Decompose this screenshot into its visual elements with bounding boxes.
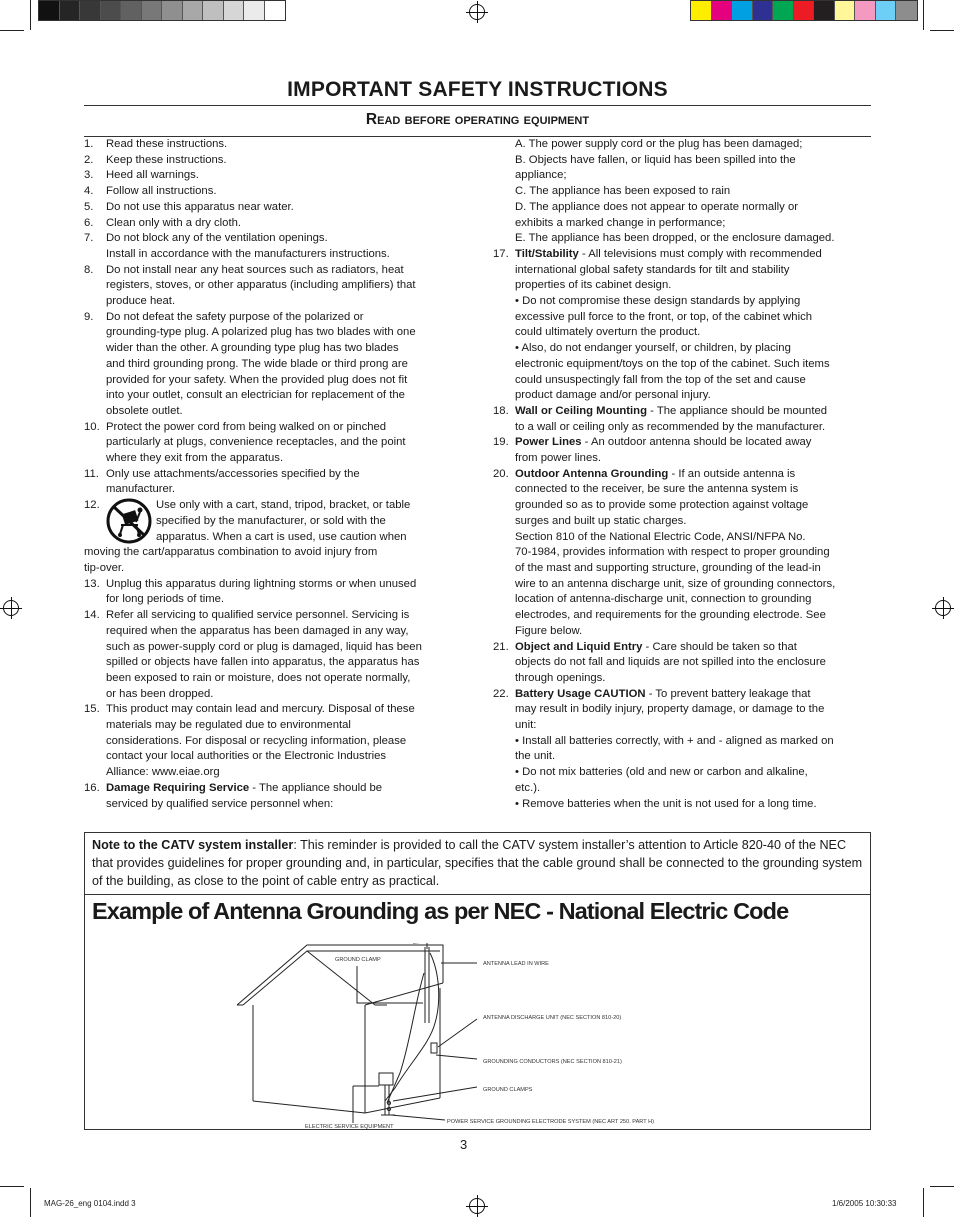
color-swatch — [814, 1, 835, 20]
item-text-line: manufacturer. — [106, 483, 176, 496]
item-text-line: unit: — [515, 719, 537, 732]
color-swatch — [835, 1, 856, 20]
item-text-line: Do not use this apparatus near water. — [106, 200, 294, 213]
item-text-line: Section 810 of the National Electric Code, ANSI/NFPA No. — [515, 530, 806, 543]
item-text-line: etc.). — [515, 781, 541, 794]
item-heading: Object and Liquid Entry — [515, 640, 643, 653]
item-text-line: required when the apparatus has been damaged in any way, — [106, 624, 409, 637]
item-text-line: for long periods of time. — [106, 593, 225, 606]
color-swatch — [855, 1, 876, 20]
instruction-item: 19. Power Lines - An outdoor antenna should be located away from power lines. — [493, 435, 871, 466]
item-number: 20. — [493, 467, 509, 480]
instruction-item: 22. Battery Usage CAUTION - To prevent battery leakage that may result in bodily injury, property damage, or damage to the unit: • Install all batteries correctly, with + and - aligned as marked on the unit. • Do not mix batteries (old and new or carbon and alkaline, etc.). • Remove batteries when the unit is not used for a long time. — [493, 687, 871, 813]
item-text-line: through openings. — [515, 671, 606, 684]
instruction-item — [84, 467, 446, 498]
instructions-left-column — [84, 137, 446, 812]
instruction-item — [84, 137, 446, 153]
item-text-line: or has been dropped. — [106, 687, 214, 700]
label-ground-clamp: GROUND CLAMP — [335, 957, 381, 963]
item-number: 11. — [84, 467, 99, 480]
item-text-line: tip-over. — [84, 561, 125, 574]
color-swatch — [183, 1, 204, 20]
item-number: 9. — [84, 310, 94, 323]
color-swatch — [773, 1, 794, 20]
item-text-line: electronic equipment/toys on the top of the cabinet. Such items — [515, 357, 830, 370]
item-text-line: exhibits a marked change in performance; — [515, 216, 726, 229]
item-text-line: This product may contain lead and mercury. Disposal of these — [106, 703, 415, 716]
item-number: 22. — [493, 687, 509, 700]
item-number: 14. — [84, 609, 100, 622]
item-number: 5. — [84, 200, 94, 213]
item-text-line: could unsuspectingly fall from the top of the set and cause — [515, 373, 806, 386]
color-swatch — [753, 1, 774, 20]
instruction-item — [84, 184, 446, 200]
item-number: 7. — [84, 232, 94, 245]
instruction-item: 17. Tilt/Stability - All televisions must comply with recommended international global safety standards for tilt and stability properties of its cabinet design. • Do not compromise these design standards by applying excessive pull force to the front, or top, of the cabinet which could ultimately overturn the product. • Also, do not endanger yourself, or children, by placing electronic equipment/toys on the top of the cabinet. Such items could unsuspectingly fall from the top of the set and cause product damage and/or personal injury. — [493, 247, 871, 404]
page-number: 3 — [460, 1137, 468, 1152]
instruction-item — [84, 168, 446, 184]
catv-installer-note — [92, 836, 864, 890]
registration-mark-icon — [469, 4, 485, 20]
instruction-item — [84, 200, 446, 216]
item-text-line: wider than the other. A grounding type plug has two blades — [106, 342, 399, 355]
antenna-grounding-diagram — [235, 943, 705, 1129]
item-text-line: Alliance: www.eiae.org — [106, 766, 220, 779]
item-text-line: where they exit from the apparatus. — [106, 452, 284, 465]
color-swatch — [162, 1, 183, 20]
item-text-line: specified by the manufacturer, or sold with the — [156, 514, 386, 527]
item-text-line: E. The appliance has been dropped, or the enclosure damaged. — [515, 232, 835, 245]
item-text-line: grounding-type plug. A polarized plug has two blades with one — [106, 326, 416, 339]
item-text-line: product damage and/or personal injury. — [515, 389, 711, 402]
instruction-list — [84, 137, 446, 498]
registration-mark-icon — [469, 1198, 485, 1214]
instruction-item-12 — [84, 498, 446, 545]
footer-timestamp: 1/6/2005 10:30:33 — [832, 1199, 897, 1208]
item-text-line: B. Objects have fallen, or liquid has been spilled into the — [515, 153, 796, 166]
item-heading: Tilt/Stability — [515, 247, 579, 260]
label-electrode-system: POWER SERVICE GROUNDING ELECTRODE SYSTEM (NEC ART 250. PART H) — [447, 1119, 655, 1125]
item-number: 3. — [84, 169, 94, 182]
item-text-line: Refer all servicing to qualified service personnel. Servicing is — [106, 609, 410, 622]
item-text-line: appliance; — [515, 169, 567, 182]
item-text-line: grounded so as to provide some protection against voltage — [515, 499, 809, 512]
item-text-line: connected to the receiver, be sure the antenna system is — [515, 483, 799, 496]
item-text-line: Only use attachments/accessories specified by the — [106, 467, 360, 480]
color-swatch — [244, 1, 265, 20]
process-color-bar — [690, 0, 918, 21]
title-divider — [84, 105, 871, 106]
crop-mark — [923, 0, 924, 30]
item-number: 18. — [493, 404, 509, 417]
item-heading: Battery Usage CAUTION — [515, 687, 646, 700]
item-text-line: Keep these instructions. — [106, 153, 227, 166]
color-swatch — [203, 1, 224, 20]
item-number: 1. — [84, 138, 94, 150]
instruction-list — [84, 577, 446, 781]
item-text-line: wire to an antenna discharge unit, size of grounding connectors, — [515, 577, 836, 590]
label-ground-clamps: GROUND CLAMPS — [483, 1087, 533, 1093]
label-grounding-conductors: GROUNDING CONDUCTORS (NEC SECTION 810-21) — [483, 1059, 622, 1065]
crop-mark — [0, 30, 24, 31]
item-text-line: Protect the power cord from being walked on or pinched — [106, 420, 387, 433]
item-text-line: of the mast and supporting structure, grounding of the lead-in — [515, 561, 821, 574]
item-text-line: • Also, do not endanger yourself, or children, by placing — [515, 342, 791, 355]
color-swatch — [60, 1, 81, 20]
item-text-line: considerations. For disposal or recycling information, please — [106, 734, 407, 747]
antenna-grounding-panel — [84, 832, 871, 1130]
item-number: 19. — [493, 436, 509, 449]
item-text-line: international global safety standards for tilt and stability — [515, 263, 790, 276]
item-text-line: Do not block any of the ventilation openings. — [106, 232, 328, 245]
item-text-line: such as power-supply cord or plug is damaged, liquid has been — [106, 640, 422, 653]
color-swatch — [224, 1, 245, 20]
item-text-line: from power lines. — [515, 452, 602, 465]
item-text-line: materials may be regulated due to environmental — [106, 719, 351, 732]
color-swatch — [265, 1, 286, 20]
registration-mark-icon — [3, 600, 19, 616]
item-text-line: • Remove batteries when the unit is not used for a long time. — [515, 797, 817, 810]
item-text-line: could ultimately overturn the product. — [515, 326, 701, 339]
item-text-line: A. The power supply cord or the plug has been damaged; — [515, 138, 803, 150]
item-number: 12. — [84, 499, 100, 512]
item-text-line: Unplug this apparatus during lightning storms or when unused — [106, 577, 417, 590]
item-text-line: objects do not fall and liquids are not spilled into the enclosure — [515, 656, 826, 669]
footer-filename: MAG-26_eng 0104.indd 3 — [44, 1199, 136, 1208]
cart-tip-over-warning-icon — [106, 498, 152, 544]
item-number: 8. — [84, 263, 94, 276]
color-swatch — [712, 1, 733, 20]
item-text-line: • Install all batteries correctly, with + and - aligned as marked on — [515, 734, 834, 747]
item-text-line: electrodes, and requirements for the grounding electrode. See — [515, 609, 826, 622]
registration-mark-icon — [935, 600, 951, 616]
item-text-line: the unit. — [515, 750, 556, 763]
instruction-item: 18. Wall or Ceiling Mounting - The appliance should be mounted to a wall or ceiling only as recommended by the manufacturer. — [493, 404, 871, 435]
item-heading: Damage Requiring Service — [106, 781, 250, 794]
note-heading: Note to the CATV system installer — [92, 838, 294, 852]
instructions-right-column — [493, 137, 871, 812]
item-text-line: excessive pull force to the front, or top, of the cabinet which — [515, 310, 813, 323]
item-heading: Outdoor Antenna Grounding — [515, 467, 669, 480]
instruction-item: 20. Outdoor Antenna Grounding - If an outside antenna is connected to the receiver, be sure the antenna system is grounded so as to provide some protection against voltage surges and built up static charges. Section 810 of the National Electric Code, ANSI/NFPA No. 70-1984, provides information with respect to proper grounding of the mast and supporting structure, grounding of the lead-in wire to an antenna discharge unit, size of grounding connectors, location of antenna-discharge unit, connection to grounding electrodes, and requirements for the grounding electrode. See Figure below. — [493, 467, 871, 640]
item-text-line: obsolete outlet. — [106, 404, 183, 417]
instruction-item — [84, 420, 446, 467]
item-text-line: provided for your safety. When the provided plug does not fit — [106, 373, 408, 386]
item-text-line: Heed all warnings. — [106, 169, 199, 182]
diagram-title: Example of Antenna Grounding as per NEC - National Electric Code — [92, 898, 789, 924]
color-swatch — [732, 1, 753, 20]
item-text-line: apparatus. When a cart is used, use caution when — [156, 530, 407, 543]
instruction-item: 21. Object and Liquid Entry - Care should be taken so that objects do not fall and liquids are not spilled into the enclosure through openings. — [493, 640, 871, 687]
item-text-line: may result in bodily injury, property damage, or damage to the — [515, 703, 825, 716]
note-divider — [85, 894, 870, 895]
crop-mark — [0, 1186, 24, 1187]
item-text-line: Do not install near any heat sources such as radiators, heat — [106, 263, 404, 276]
instruction-item-16: 16. Damage Requiring Service - The appliance should be serviced by qualified service personnel when: — [84, 781, 446, 812]
instruction-item — [84, 231, 446, 262]
item-number: 21. — [493, 640, 509, 653]
color-swatch — [80, 1, 101, 20]
item-number: 2. — [84, 153, 94, 166]
color-swatch — [39, 1, 60, 20]
instruction-item — [84, 702, 446, 781]
item-text-line: moving the cart/apparatus combination to avoid injury from — [84, 546, 378, 559]
item-text-line: spilled or objects have fallen into apparatus, the apparatus has — [106, 656, 420, 669]
instruction-item — [84, 263, 446, 310]
item-text-line: into your outlet, consult an electrician for replacement of the — [106, 389, 405, 402]
crop-mark — [930, 30, 954, 31]
instruction-item — [84, 310, 446, 420]
item-number: 4. — [84, 185, 94, 198]
item-number: 10. — [84, 420, 100, 433]
item-text-line: properties of its cabinet design. — [515, 279, 672, 292]
color-swatch — [101, 1, 122, 20]
item-number: 6. — [84, 216, 94, 229]
item-text-line: and third grounding prong. The wide blade or third prong are — [106, 357, 408, 370]
crop-mark — [30, 0, 31, 30]
item-text-line: Use only with a cart, stand, tripod, bracket, or table — [156, 499, 411, 512]
item-text-line: contact your local authorities or the Electronic Industries — [106, 750, 387, 763]
gray-color-bar — [38, 0, 286, 21]
note-text: : This reminder is provided to call the CATV system installer’s attention to Article 820-40 of the NEC that provides guidelines for proper grounding and, in particular, specifies that the cable ground shall be connected to the grounding system of the building, as close to the point of cable entry as practical. — [92, 838, 863, 888]
color-swatch — [691, 1, 712, 20]
color-swatch — [142, 1, 163, 20]
color-swatch — [794, 1, 815, 20]
item-text-line: D. The appliance does not appear to operate normally or — [515, 200, 799, 213]
crop-mark — [30, 1188, 31, 1217]
item-number: 16. — [84, 781, 100, 794]
instruction-item — [84, 608, 446, 702]
item-text-line: surges and built up static charges. — [515, 514, 687, 527]
item-number: 17. — [493, 247, 509, 260]
item-text-line: 70-1984, provides information with respect to proper grounding — [515, 546, 830, 559]
page-title: IMPORTANT SAFETY INSTRUCTIONS — [287, 78, 668, 101]
color-swatch — [876, 1, 897, 20]
label-discharge-unit: ANTENNA DISCHARGE UNIT (NEC SECTION 810-20) — [483, 1015, 622, 1021]
item-text-line: Figure below. — [515, 624, 583, 637]
crop-mark — [930, 1186, 954, 1187]
item-text-line: location of antenna-discharge unit, connection to grounding — [515, 593, 812, 606]
damage-conditions-list — [493, 137, 871, 247]
instruction-list — [493, 247, 871, 812]
label-service-equipment: ELECTRIC SERVICE EQUIPMENT — [305, 1124, 394, 1129]
item-text-line: registers, stoves, or other apparatus (including amplifiers) that — [106, 279, 416, 292]
item-text-line: to a wall or ceiling only as recommended by the manufacturer. — [515, 420, 826, 433]
crop-mark — [923, 1188, 924, 1217]
item-text-line: serviced by qualified service personnel when: — [106, 797, 334, 810]
item-text-line: Do not defeat the safety purpose of the polarized or — [106, 310, 364, 323]
color-swatch — [896, 1, 917, 20]
instruction-item — [84, 153, 446, 169]
item-text-line: C. The appliance has been exposed to rain — [515, 185, 731, 198]
item-text-line: Install in accordance with the manufacturers instructions. — [106, 247, 390, 260]
item-heading: Wall or Ceiling Mounting — [515, 404, 647, 417]
item-number: 13. — [84, 577, 100, 590]
item-text-line: Follow all instructions. — [106, 185, 217, 198]
item-heading: Power Lines — [515, 436, 582, 449]
item-text-line: Read these instructions. — [106, 138, 228, 150]
page-subtitle: Read before operating equipment — [365, 111, 590, 128]
color-swatch — [121, 1, 142, 20]
label-antenna-lead: ANTENNA LEAD IN WIRE — [483, 961, 549, 967]
item-text-line: particularly at plugs, convenience receptacles, and the point — [106, 436, 406, 449]
instruction-item — [84, 216, 446, 232]
item-text-line: Clean only with a dry cloth. — [106, 216, 242, 229]
item-text-line: produce heat. — [106, 295, 176, 308]
item-text-line: • Do not compromise these design standards by applying — [515, 295, 801, 308]
item-number: 15. — [84, 703, 100, 716]
instruction-item — [84, 577, 446, 608]
item-text-line: • Do not mix batteries (old and new or carbon and alkaline, — [515, 766, 808, 779]
item-text-line: been exposed to rain or moisture, does not operate normally, — [106, 671, 411, 684]
